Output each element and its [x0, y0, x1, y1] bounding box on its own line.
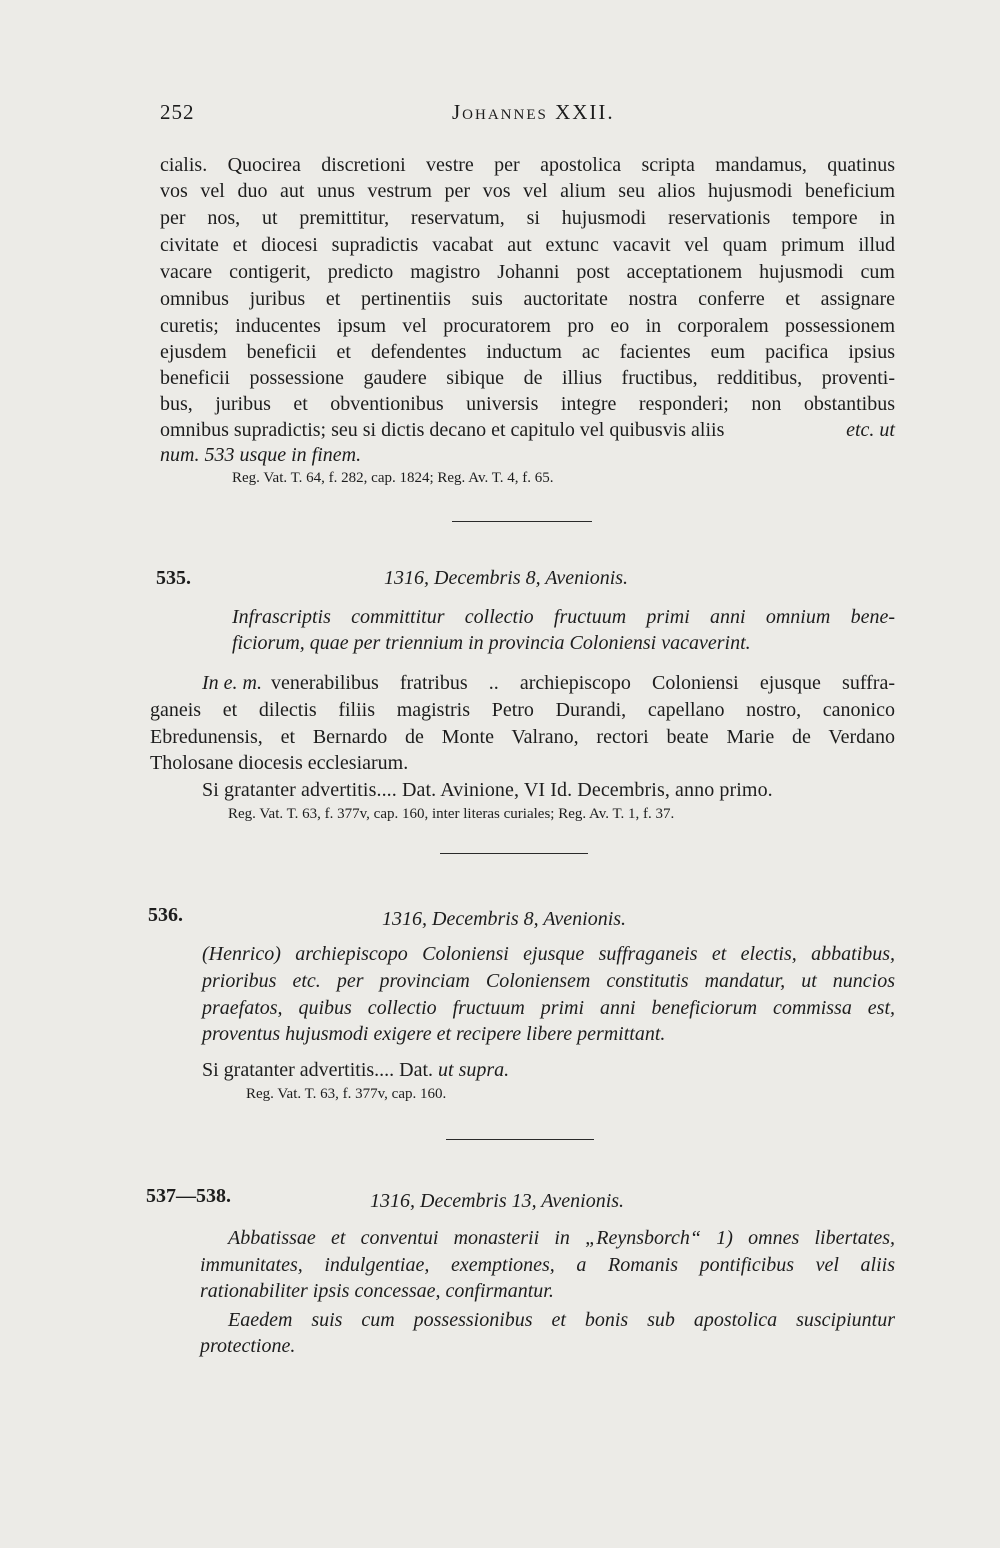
entry-date: 1316, Decembris 13, Avenionis. — [370, 1190, 625, 1212]
address-text: venerabilibus fratribus .. archiepiscopo Coloniensi ejusque suffra- — [270, 672, 895, 694]
summary-line: Infrascriptis committitur collectio fructuum primi anni omnium bene- — [232, 606, 895, 628]
text-line-tail: etc. ut — [846, 419, 895, 441]
incipit-line — [202, 1057, 509, 1083]
address-line — [202, 670, 895, 696]
summary-line: Abbatissae et conventui monasterii in „Reynsborch“ 1) omnes libertates, — [228, 1227, 895, 1249]
text-line-main: omnibus supradictis; seu si dictis decano et capitulo vel quibusvis aliis — [160, 419, 725, 441]
summary-line: protectione. — [200, 1335, 296, 1357]
section-divider — [452, 521, 592, 522]
text-line — [160, 417, 895, 443]
text-line: bus, juribus et obventionibus universis integre responderi; non obstantibus — [160, 393, 895, 415]
incipit-line: Si gratanter advertitis.... Dat. Avinione, VI Id. Decembris, anno primo. — [202, 779, 773, 801]
entry-number: 536. — [148, 904, 183, 926]
entry-number: 537—538. — [146, 1185, 231, 1207]
address-line: Ebredunensis, et Bernardo de Monte Valrano, rectori beate Marie de Verdano — [150, 726, 895, 748]
text-line: ejusdem beneficii et defendentes inductum ac facientes eum pacifica ipsius — [160, 341, 895, 363]
summary-line: prioribus etc. per provinciam Coloniensem constitutis mandatur, ut nuncios — [202, 970, 895, 992]
entry-date: 1316, Decembris 8, Avenionis. — [384, 567, 629, 589]
section-divider — [440, 853, 588, 854]
text-line: beneficii possessione gaudere sibique de illius fructibus, redditibus, proventi- — [160, 367, 895, 389]
incipit-tail: ut supra. — [438, 1059, 510, 1081]
register-reference: Reg. Vat. T. 64, f. 282, cap. 1824; Reg. Av. T. 4, f. 65. — [232, 470, 554, 486]
text-line: curetis; inducentes ipsum vel procuratorem pro eo in corporalem possessionem — [160, 315, 895, 337]
address-opening: In e. m. — [202, 672, 262, 694]
summary-line: proventus hujusmodi exigere et recipere libere permittant. — [202, 1023, 666, 1045]
entry-number: 535. — [156, 567, 191, 589]
text-line: vos vel duo aut unus vestrum per vos vel alium seu alios hujusmodi beneficium — [160, 180, 895, 202]
section-divider — [446, 1139, 594, 1140]
closing-line: num. 533 usque in finem. — [160, 444, 362, 466]
address-line: ganeis et dilectis filiis magistris Petro Durandi, capellano nostro, canonico — [150, 699, 895, 721]
text-line: per nos, ut premittitur, reservatum, si hujusmodi reservationis tempore in — [160, 207, 895, 229]
summary-line: rationabiliter ipsis concessae, confirmantur. — [200, 1280, 554, 1302]
register-reference: Reg. Vat. T. 63, f. 377v, cap. 160, inter literas curiales; Reg. Av. T. 1, f. 37. — [228, 806, 675, 822]
incipit-text: Si gratanter advertitis.... Dat. — [202, 1059, 434, 1081]
summary-line: ficiorum, quae per triennium in provincia Coloniensi vacaverint. — [232, 632, 751, 654]
summary-line: immunitates, indulgentiae, exemptiones, a Romanis pontificibus vel aliis — [200, 1254, 895, 1276]
summary-line: praefatos, quibus collectio fructuum primi anni beneficiorum commissa est, — [202, 997, 895, 1019]
text-line: vacare contigerit, predicto magistro Johanni post acceptationem hujusmodi cum — [160, 261, 895, 283]
page-number: 252 — [160, 100, 195, 124]
summary-line: (Henrico) archiepiscopo Coloniensi ejusque suffraganeis et electis, abbatibus, — [202, 943, 895, 965]
text-line: cialis. Quocirea discretioni vestre per apostolica scripta mandamus, quatinus — [160, 154, 895, 176]
running-title: Johannes XXII. — [452, 100, 615, 124]
summary-line: Eaedem suis cum possessionibus et bonis sub apostolica suscipiuntur — [228, 1309, 895, 1331]
text-line: omnibus juribus et pertinentiis suis auctoritate nostra conferre et assignare — [160, 288, 895, 310]
entry-date: 1316, Decembris 8, Avenionis. — [382, 908, 627, 930]
address-line: Tholosane diocesis ecclesiarum. — [150, 752, 409, 774]
text-line: civitate et diocesi supradictis vacabat aut extunc vacavit vel quam primum illud — [160, 234, 895, 256]
register-reference: Reg. Vat. T. 63, f. 377v, cap. 160. — [246, 1086, 447, 1102]
